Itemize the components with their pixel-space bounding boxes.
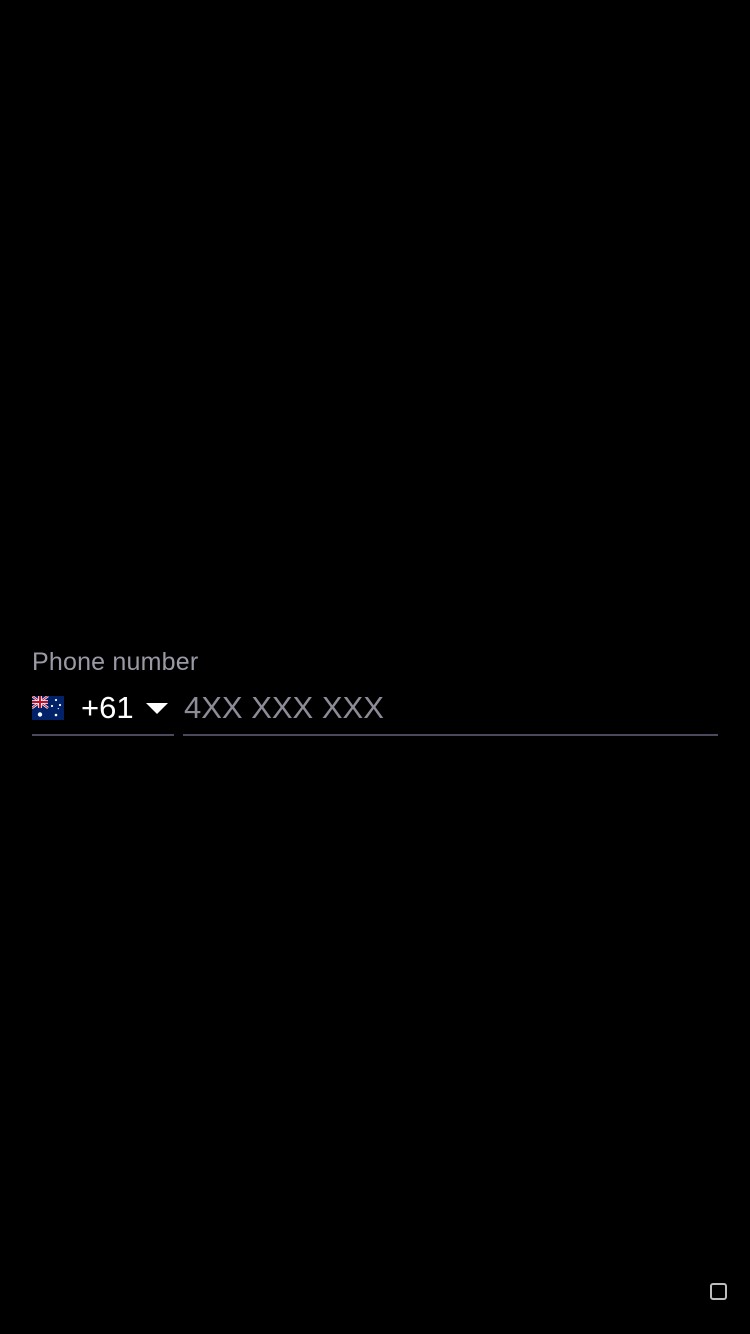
country-code-selector[interactable] bbox=[32, 682, 174, 736]
caret-down-icon bbox=[146, 703, 168, 714]
square-icon[interactable] bbox=[710, 1283, 727, 1300]
phone-number-field bbox=[183, 682, 718, 736]
country-code: +61 bbox=[81, 690, 134, 725]
phone-number-label: Phone number bbox=[32, 648, 199, 676]
australia-flag-icon bbox=[32, 696, 64, 720]
phone-number-input[interactable] bbox=[183, 682, 718, 734]
